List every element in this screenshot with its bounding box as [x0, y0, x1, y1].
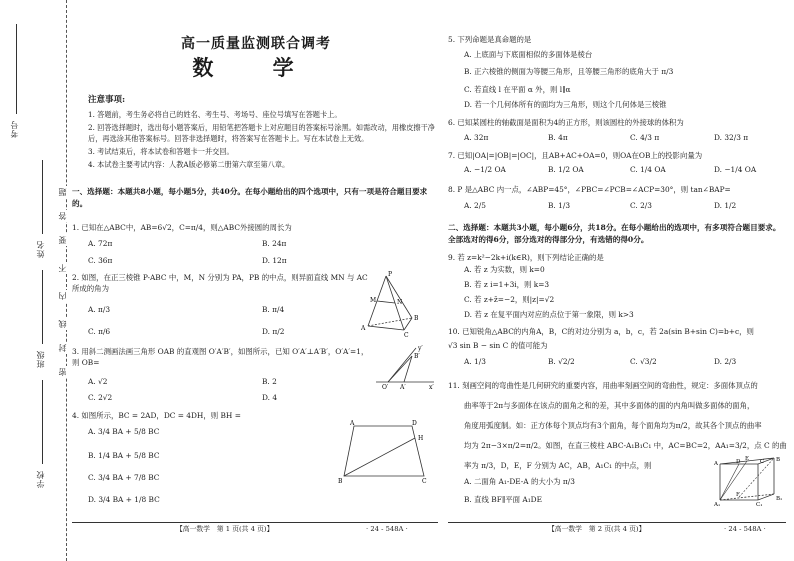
name-label: 姓名 [36, 240, 45, 258]
class-line [42, 270, 43, 344]
footer-code: · 24 - 548A · [366, 525, 408, 533]
question-3-stem: 3. 用斜二测画法画三角形 OAB 的直观图 O′A′B′，如图所示，已知 O′A′⊥A′B′，O′A′=1，则 OB= [72, 347, 369, 368]
footer-rule [72, 522, 438, 523]
question-8-option-c: C. 2/3 [630, 201, 652, 210]
question-10-option-c: C. √3/2 [630, 357, 657, 366]
question-11-figure [714, 456, 786, 506]
figure-label: O′ [382, 384, 389, 391]
figure-label: D [412, 420, 417, 427]
question-5-option-c: C. 若直线 l 在平面 α 外，则 l∥α [464, 85, 571, 94]
figure-label: F [736, 492, 740, 498]
figure-label: A [714, 461, 718, 467]
exam-title: 高一质量监测联合调考 [181, 36, 331, 52]
figure-label: A₁ [714, 502, 721, 508]
figure-label: B [776, 457, 781, 463]
figure-label: B [338, 478, 343, 485]
question-2-figure [361, 271, 424, 339]
figure-label: C [760, 459, 765, 465]
figure-label: A [361, 325, 366, 332]
figure-label: D [736, 459, 741, 465]
question-4-figure [338, 420, 430, 485]
question-1-stem: 1. 已知在△ABC中，AB=6√2，C=π/4，则△ABC外接圆的周长为 [72, 223, 292, 232]
notice-heading: 注意事项: [88, 95, 126, 105]
question-3-option-c: C. 2√2 [88, 393, 113, 402]
seal-char: 内 [58, 292, 67, 300]
footer-rule [448, 522, 786, 523]
class-label: 班级 [36, 350, 45, 368]
figure-label: C₁ [756, 502, 763, 508]
name-line [42, 160, 43, 234]
question-5-option-b: B. 正六棱锥的侧面为等腰三角形，且等腰三角形的底角大于 π/3 [464, 67, 674, 76]
question-9-option-c: C. 若 z+z̄=−2，则|z|=√2 [464, 295, 555, 304]
question-10-option-d: D. 2/3 [714, 357, 737, 366]
binding-strip [0, 0, 67, 561]
question-1-option-a: A. 72π [88, 239, 113, 248]
question-6-stem: 6. 已知某圆柱的轴截面是面积为4的正方形，则该圆柱的外接球的体积为 [448, 118, 684, 127]
question-6-option-a: A. 32π [464, 133, 489, 142]
seal-char: 答 [58, 212, 67, 220]
seal-char: 线 [58, 320, 67, 328]
question-2-option-a: A. π/3 [88, 305, 111, 314]
figure-label: N [397, 299, 403, 306]
notice-item: 1. 答题前，考生务必将自己的姓名、考生号、考场号、座位号填写在答题卡上。 [88, 109, 342, 119]
seal-char: 封 [58, 344, 67, 352]
school-label: 学校 [36, 470, 45, 488]
footer-page-label: 【高一数学 第 1 页(共 4 页)】 [176, 525, 274, 533]
question-11-line: 均为 2π−3×π/2=π/2。如图，在直三棱柱 ABC-A₁B₁C₁ 中，AC=BC=2，AA₁=3/2，点 C 的曲 [464, 441, 787, 450]
question-3-figure [372, 342, 436, 391]
question-9-option-a: A. 若 z 为实数，则 k=0 [464, 265, 545, 274]
figure-label: M [370, 297, 377, 304]
notice-block [88, 96, 438, 173]
question-11-line: 11. 刻画空间的弯曲性是几何研究的重要内容，用曲率刻画空间的弯曲性，规定：多面体顶点的 [448, 381, 758, 390]
right-page [448, 0, 788, 561]
exam-number-line [16, 24, 17, 114]
question-1-option-b: B. 24π [262, 239, 287, 248]
seal-char: 要 [58, 236, 67, 244]
school-line [42, 380, 43, 464]
question-10-option-b: B. √2/2 [548, 357, 575, 366]
notice-item: 2. 回答选择题时，选出每小题答案后，用铅笔把答题卡上对应题目的答案标号涂黑。如需改动，用橡皮擦干净后，再选涂其他答案标号。回答非选择题时，将答案写在答题卡上。写在本试卷上无效。 [88, 122, 435, 144]
question-4-option-a: A. 3/4 BA + 5/8 BC [88, 427, 160, 436]
question-4-stem: 4. 如图所示，BC = 2AD，DC = 4DH，则 BH = [72, 411, 241, 420]
question-5-stem: 5. 下列命题是真命题的是 [448, 35, 532, 44]
question-8-option-b: B. 1/3 [548, 201, 571, 210]
question-2-option-b: B. π/4 [262, 305, 285, 314]
question-4-option-c: C. 3/4 BA + 7/8 BC [88, 473, 160, 482]
figure-label: C [422, 478, 427, 485]
figure-label: E [745, 456, 750, 462]
exam-number-label: 考号 [10, 120, 19, 138]
section-two-heading: 二、选择题：本题共3小题，每小题6分，共18分。在每小题给出的选项中，有多项符合题目要求。全部选对的得6分，部分选对的得部分分，有选错的得0分。 [448, 223, 781, 245]
left-page [72, 0, 440, 561]
question-10-stem-continued: √3 sin B − sin C 的值可能为 [448, 341, 548, 350]
question-11-line: 曲率等于2π与多面体在该点的面角之和的差，其中多面体的面的内角叫做多面体的面角， [464, 401, 755, 410]
question-11-option-b: B. 直线 BF∥平面 A₁DE [464, 495, 542, 504]
question-1-option-d: D. 12π [262, 256, 287, 265]
notice-item: 4. 本试卷主要考试内容：人教A版必修第二册第六章至第八章。 [88, 160, 290, 170]
question-9-option-d: D. 若 z 在复平面内对应的点位于第一象限，则 k>3 [464, 310, 634, 319]
question-11-line: 角度用弧度制。如：正方体每个顶点均有3个面角，每个面角均为π/2，故其各个顶点的曲率 [464, 421, 762, 430]
footer-page-label: 【高一数学 第 2 页(共 4 页)】 [548, 525, 646, 533]
question-9-option-b: B. 若 z i=1+3i，则 k=3 [464, 280, 550, 289]
question-7-stem: 7. 已知|OA|=|OB|=|OC|，且AB+AC+OA=0，则OA在OB上的投影向量为 [448, 151, 703, 160]
question-7-option-c: C. 1/4 OA [630, 165, 666, 174]
seal-char: 不 [58, 264, 67, 272]
question-10-option-a: A. 1/3 [464, 357, 486, 366]
question-2-option-d: D. π/2 [262, 327, 285, 336]
notice-item: 3. 考试结束后，将本试卷和答题卡一并交回。 [88, 147, 234, 157]
question-2-stem: 2. 如图，在正三棱锥 P-ABC 中，M，N 分别为 PA，PB 的中点，则异面直线 MN 与 AC 所成的角为 [72, 273, 368, 294]
question-4-option-b: B. 1/4 BA + 5/8 BC [88, 451, 160, 460]
seal-char: 题 [58, 188, 67, 196]
question-3-option-a: A. √2 [88, 377, 108, 386]
question-5-option-a: A. 上底面与下底面相似的多面体是棱台 [464, 50, 593, 59]
figure-label: y′ [418, 345, 423, 352]
footer-code: · 24 - 548A · [724, 525, 766, 533]
question-6-option-c: C. 4/3 π [630, 133, 660, 142]
subject-title: 数 学 [192, 55, 320, 80]
question-5-option-d: D. 若一个几何体所有的面均为三角形，则这个几何体是三棱锥 [464, 100, 667, 109]
question-8-option-d: D. 1/2 [714, 201, 737, 210]
figure-label: B′ [414, 353, 420, 360]
question-1-option-c: C. 36π [88, 256, 113, 265]
figure-label: B [414, 315, 419, 322]
question-2-option-c: C. π/6 [88, 327, 111, 336]
question-8-stem: 8. P 是△ABC 内一点，∠ABP=45°，∠PBC=∠PCB=∠ACP=30°，则 tan∠BAP= [448, 185, 731, 194]
question-3-option-b: B. 2 [262, 377, 277, 386]
figure-label: C [404, 332, 409, 339]
figure-label: P [388, 271, 393, 278]
question-11-line: 率为 π/3，D，E，F 分别为 AC，AB，A₁C₁ 的中点，则 [464, 461, 652, 470]
question-8-option-a: A. 2/5 [464, 201, 486, 210]
question-7-option-b: B. 1/2 OA [548, 165, 584, 174]
figure-label: H [418, 435, 424, 442]
question-10-stem: 10. 已知锐角△ABC的内角A，B，C的对边分别为 a，b，c，若 2a(sin B+sin C)=b+c，则 [448, 327, 754, 336]
question-4-option-d: D. 3/4 BA + 1/8 BC [88, 495, 160, 504]
question-11-option-a: A. 二面角 A₁-DE-A 的大小为 π/3 [464, 477, 575, 486]
section-one-heading: 一、选择题：本题共8小题，每小题5分，共40分。在每小题给出的四个选项中，只有一项是符合题目要求的。 [72, 187, 428, 209]
question-7-option-d: D. −1/4 OA [714, 165, 757, 174]
figure-label: B₁ [776, 496, 783, 502]
figure-label: x′ [429, 384, 434, 391]
question-7-option-a: A. −1/2 OA [464, 165, 506, 174]
question-6-option-d: D. 32/3 π [714, 133, 749, 142]
seal-char: 密 [58, 368, 67, 376]
question-9-stem: 9. 若 z=k²−2k+i(k∈R)，则下列结论正确的是 [448, 253, 604, 262]
question-6-option-b: B. 4π [548, 133, 568, 142]
question-3-option-d: D. 4 [262, 393, 278, 402]
figure-label: A′ [400, 384, 406, 391]
figure-label: A [350, 420, 355, 427]
